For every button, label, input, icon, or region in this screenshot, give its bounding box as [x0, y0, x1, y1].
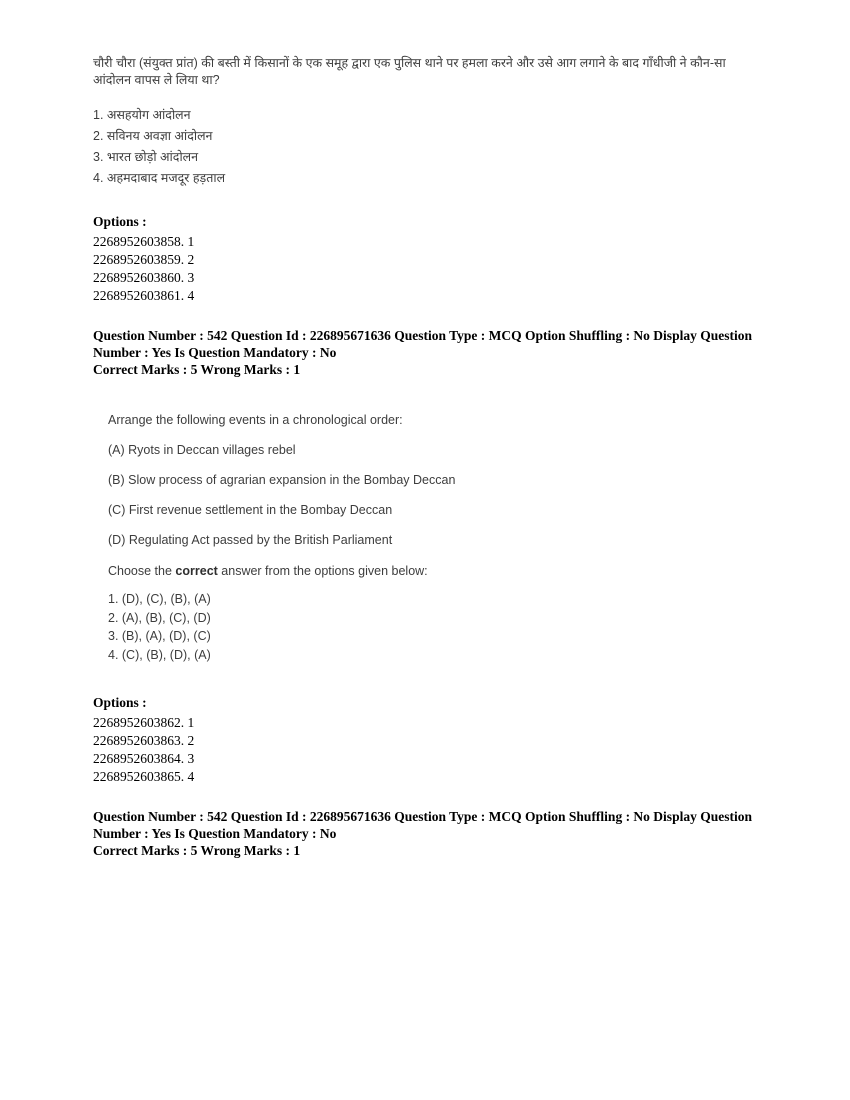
- question-2-choice-3: 3. (B), (A), (D), (C): [108, 629, 211, 643]
- question-2-choice-2: 2. (A), (B), (C), (D): [108, 610, 211, 625]
- question-meta-2-line2: Correct Marks : 5 Wrong Marks : 1: [93, 843, 301, 858]
- option-id-row: 2268952603861. 4: [93, 288, 195, 303]
- question-meta-1-line2: Correct Marks : 5 Wrong Marks : 1: [93, 362, 301, 377]
- question-2-event-a: (A) Ryots in Deccan villages rebel: [108, 443, 296, 457]
- choose-suffix: answer from the options given below:: [217, 564, 428, 578]
- question-1-text: चौरी चौरा (संयुक्त प्रांत) की बस्ती में किसानों के एक समूह द्वारा एक पुलिस थाने पर हमला करने और उसे आग लगाने के बाद गाँधीजी ने कौन-सा आंदोलन वापस ले लिया था?: [93, 56, 726, 87]
- question-2-choice-4: 4. (C), (B), (D), (A): [108, 647, 211, 662]
- question-1-choice-4: 4. अहमदाबाद मजदूर हड़ताल: [93, 171, 226, 185]
- question-meta-2: [93, 808, 762, 859]
- question-2-event-b: (B) Slow process of agrarian expansion in the Bombay Deccan: [108, 473, 456, 487]
- question-meta-1: [93, 327, 762, 378]
- option-id-row: 2268952603862. 1: [93, 715, 195, 730]
- question-1-choices: [93, 105, 762, 189]
- option-id-row: 2268952603865. 4: [93, 769, 195, 784]
- question-2-block: [108, 412, 762, 664]
- question-2-event-d: (D) Regulating Act passed by the British Parliament: [108, 533, 393, 547]
- option-id-row: 2268952603858. 1: [93, 234, 195, 249]
- question-2-event-c: (C) First revenue settlement in the Bombay Deccan: [108, 503, 393, 517]
- option-ids-2: [93, 714, 762, 786]
- question-1-block: [93, 55, 762, 189]
- question-1-choice-3: 3. भारत छोड़ो आंदोलन: [93, 150, 199, 164]
- choose-bold-word: correct: [175, 564, 218, 578]
- question-2-choices: [108, 590, 762, 664]
- option-id-row: 2268952603864. 3: [93, 751, 195, 766]
- option-ids-1: [93, 233, 762, 305]
- question-2-choose-line: [108, 563, 762, 579]
- options-label-2: Options :: [93, 695, 147, 710]
- options-label-1: Options :: [93, 214, 147, 229]
- option-id-row: 2268952603859. 2: [93, 252, 195, 267]
- choose-prefix: Choose the: [108, 564, 176, 578]
- question-2-intro: Arrange the following events in a chronological order:: [108, 413, 403, 427]
- option-id-row: 2268952603863. 2: [93, 733, 195, 748]
- question-1-choice-1: 1. असहयोग आंदोलन: [93, 108, 191, 122]
- question-meta-1-line1: Question Number : 542 Question Id : 226895671636 Question Type : MCQ Option Shuffling : No Display Question Number : Yes Is Question Mandatory : No: [93, 328, 752, 360]
- question-2-choice-1: 1. (D), (C), (B), (A): [108, 592, 211, 606]
- question-meta-2-line1: Question Number : 542 Question Id : 226895671636 Question Type : MCQ Option Shuffling : No Display Question Number : Yes Is Question Mandatory : No: [93, 809, 752, 841]
- option-id-row: 2268952603860. 3: [93, 270, 195, 285]
- question-1-choice-2: 2. सविनय अवज्ञा आंदोलन: [93, 129, 213, 143]
